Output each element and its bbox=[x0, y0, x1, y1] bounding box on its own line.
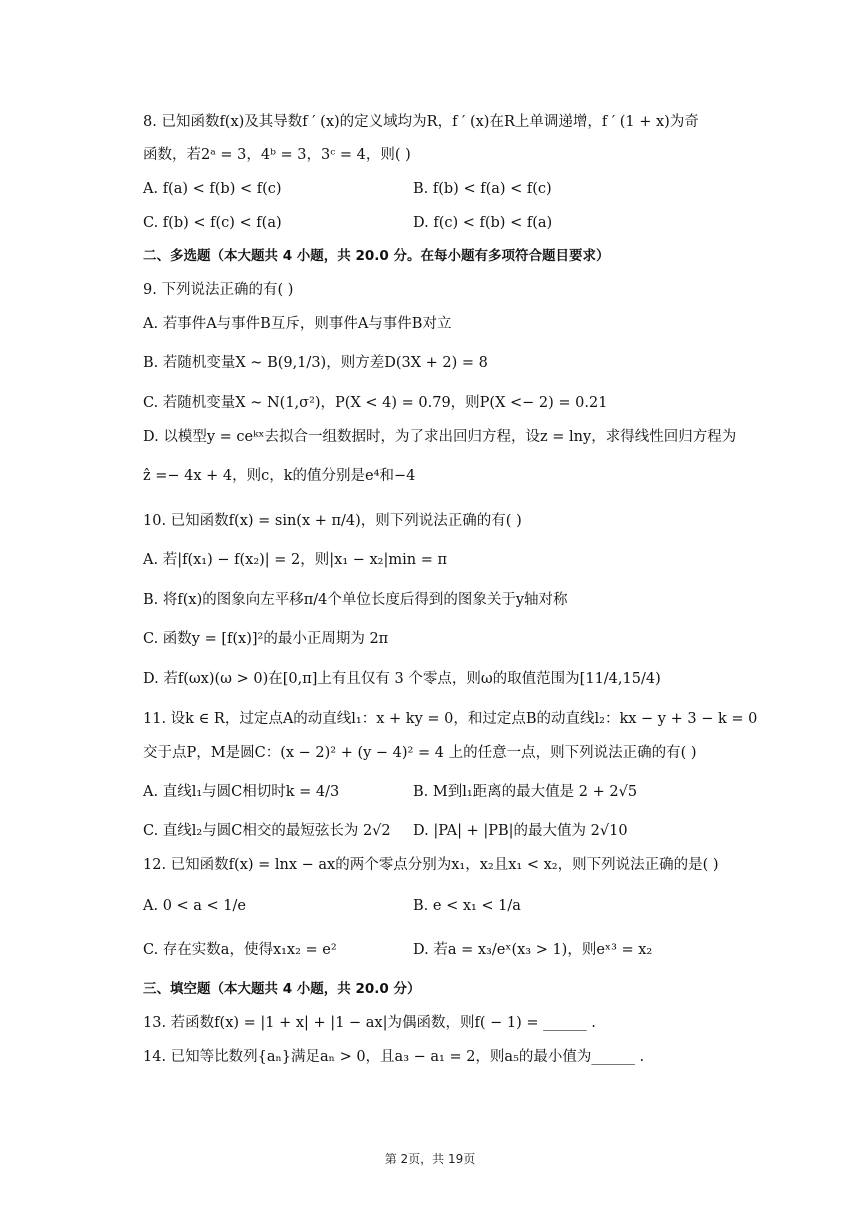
question-9-stem: 9. 下列说法正确的有( ) bbox=[143, 282, 294, 298]
page-footer: 第 2页，共 19页 bbox=[384, 1152, 476, 1166]
question-9-option-d-line-1: D. 以模型y = ceᵏˣ去拟合一组数据时，为了求出回归方程，设z = lny，求得线性回归方程为 bbox=[143, 429, 737, 445]
question-9-option-c: C. 若随机变量X ~ N(1,σ²)，P(X < 4) = 0.79，则P(X <− 2) = 0.21 bbox=[143, 395, 608, 411]
question-10-option-c: C. 函数y = [f(x)]²的最小正周期为 2π bbox=[143, 631, 389, 647]
question-10-option-b: B. 将f(x)的图象向左平移π/4个单位长度后得到的图象关于y轴对称 bbox=[143, 592, 568, 608]
question-9-option-d-line-2: ẑ =− 4x + 4，则c，k的值分别是e⁴和−4 bbox=[143, 468, 416, 484]
question-11-line-1: 11. 设k ∈ R，过定点A的动直线l₁：x + ky = 0，和过定点B的动直线l₂：kx − y + 3 − k = 0 bbox=[143, 711, 758, 727]
question-8-option-d: D. f(c) < f(b) < f(a) bbox=[413, 215, 553, 231]
question-13: 13. 若函数f(x) = |1 + x| + |1 − ax|为偶函数，则f( − 1) = ______ . bbox=[143, 1015, 596, 1031]
question-9-option-a: A. 若事件A与事件B互斥，则事件A与事件B对立 bbox=[143, 316, 452, 332]
section-heading-fill-in: 三、填空题（本大题共 4 小题，共 20.0 分） bbox=[143, 981, 421, 997]
question-8-option-a: A. f(a) < f(b) < f(c) bbox=[143, 181, 282, 197]
question-9-option-b: B. 若随机变量X ~ B(9,1/3)，则方差D(3X + 2) = 8 bbox=[143, 355, 488, 371]
question-8-option-c: C. f(b) < f(c) < f(a) bbox=[143, 215, 282, 231]
question-8-line-1: 8. 已知函数f(x)及其导数f ′ (x)的定义域均为R，f ′ (x)在R上单调递增，f ′ (1 + x)为奇 bbox=[143, 114, 699, 130]
question-12-option-d: D. 若a = x₃/eˣ(x₃ > 1)，则eˣ³ = x₂ bbox=[413, 942, 653, 958]
question-14: 14. 已知等比数列{aₙ}满足aₙ > 0，且a₃ − a₁ = 2，则a₅的最小值为______ . bbox=[143, 1049, 645, 1065]
question-11-option-c: C. 直线l₂与圆C相交的最短弦长为 2√2 bbox=[143, 823, 391, 839]
question-11-option-a: A. 直线l₁与圆C相切时k = 4/3 bbox=[143, 784, 340, 800]
section-heading-multiple-choice: 二、多选题（本大题共 4 小题，共 20.0 分。在每小题有多项符合题目要求） bbox=[143, 248, 610, 264]
question-11-line-2: 交于点P，M是圆C：(x − 2)² + (y − 4)² = 4 上的任意一点，则下列说法正确的有( ) bbox=[143, 745, 697, 761]
question-10-option-a: A. 若|f(x₁) − f(x₂)| = 2，则|x₁ − x₂|min = π bbox=[143, 552, 448, 568]
question-8-option-b: B. f(b) < f(a) < f(c) bbox=[413, 181, 552, 197]
question-12-option-b: B. e < x₁ < 1/a bbox=[413, 898, 521, 914]
question-10-stem: 10. 已知函数f(x) = sin(x + π/4)，则下列说法正确的有( ) bbox=[143, 513, 522, 529]
question-11-option-d: D. |PA| + |PB|的最大值为 2√10 bbox=[413, 823, 628, 839]
question-12-option-c: C. 存在实数a，使得x₁x₂ = e² bbox=[143, 942, 337, 958]
question-12-option-a: A. 0 < a < 1/e bbox=[143, 898, 246, 914]
question-10-option-d: D. 若f(ωx)(ω > 0)在[0,π]上有且仅有 3 个零点，则ω的取值范围为[11/4,15/4) bbox=[143, 671, 661, 687]
question-12-stem: 12. 已知函数f(x) = lnx − ax的两个零点分别为x₁，x₂且x₁ < x₂，则下列说法正确的是( ) bbox=[143, 857, 719, 873]
question-8-line-2: 函数，若2ᵃ = 3，4ᵇ = 3，3ᶜ = 4，则( ) bbox=[143, 147, 411, 163]
question-11-option-b: B. M到l₁距离的最大值是 2 + 2√5 bbox=[413, 784, 638, 800]
